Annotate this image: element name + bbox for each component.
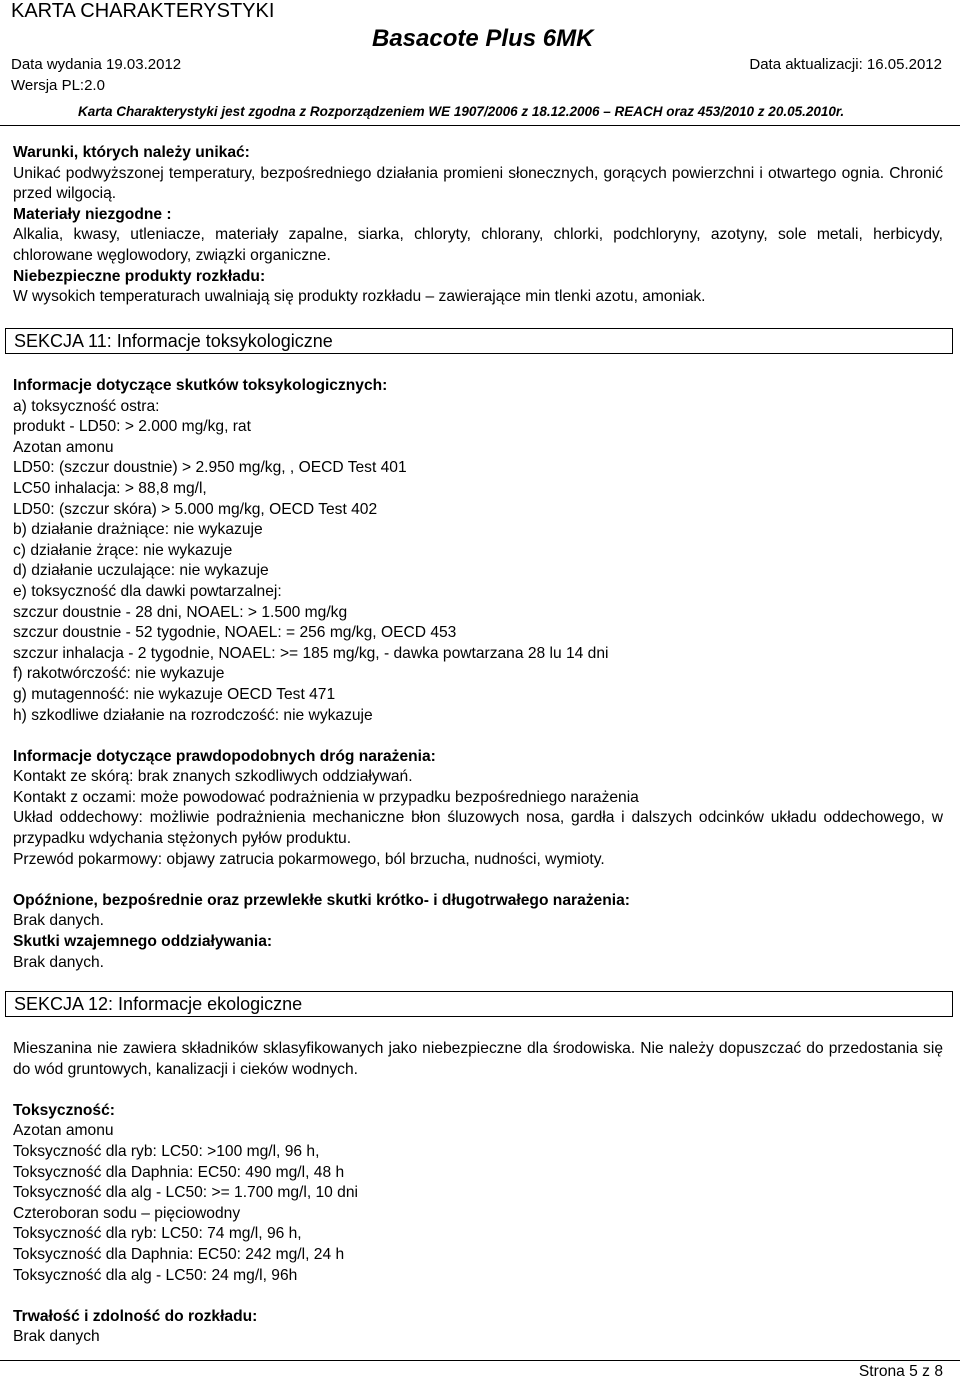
toxicity-heading: Toksyczność: (13, 1101, 115, 1119)
effects-line: d) działanie uczulające: nie wykazuje (13, 562, 269, 580)
regulation-note: Karta Charakterystyki jest zgodna z Rozporządzeniem WE 1907/2006 z 18.12.2006 – REACH oraz 453/2010 z 20.05.2010r. (78, 104, 845, 119)
decomposition-text: W wysokich temperaturach uwalniają się produkty rozkładu – zawierające min tlenki azotu, amoniak. (13, 288, 706, 306)
interaction-heading: Skutki wzajemnego oddziaływania: (13, 933, 273, 951)
conditions-text: Unikać podwyższonej temperatury, bezpośredniego działania promieni słonecznych, gorących powierzchni i otwartego ognia. Chronić przed wilgocią. (13, 164, 943, 203)
section-11-header (5, 328, 953, 354)
ecology-intro: Mieszanina nie zawiera składników sklasyfikowanych jako niebezpieczne dla środowiska. Nie należy dopuszczać do przedostania się do wód gruntowych, kanalizacji i cieków wodnych. (13, 1040, 943, 1078)
routes-heading: Informacje dotyczące prawdopodobnych dróg narażenia: (13, 747, 436, 765)
section-12-header (5, 991, 953, 1017)
effects-line: LC50 inhalacja: > 88,8 mg/l, (13, 479, 207, 497)
issue-date: Data wydania 19.03.2012 (11, 56, 182, 73)
toxicity-line: Toksyczność dla alg - LC50: >= 1.700 mg/l, 10 dni (13, 1184, 358, 1202)
persistence-text: Brak danych (13, 1328, 100, 1346)
effects-line: LD50: (szczur doustnie) > 2.950 mg/kg, , OECD Test 401 (13, 459, 407, 477)
toxicity-line: Toksyczność dla Daphnia: EC50: 242 mg/l, 24 h (13, 1245, 345, 1263)
persistence-heading: Trwałość i zdolność do rozkładu: (13, 1307, 258, 1325)
effects-line: szczur doustnie - 52 tygodnie, NOAEL: = 256 mg/kg, OECD 453 (13, 624, 457, 642)
routes-oral: Przewód pokarmowy: objawy zatrucia pokarmowego, ból brzucha, nudności, wymioty. (13, 850, 605, 868)
effects-line: f) rakotwórczość: nie wykazuje (13, 665, 225, 683)
effects-line: e) toksyczność dla dawki powtarzalnej: (13, 582, 282, 600)
footer-divider (0, 1360, 960, 1361)
routes-skin: Kontakt ze skórą: brak znanych szkodliwych oddziaływań. (13, 768, 413, 786)
update-date: Data aktualizacji: 16.05.2012 (749, 56, 942, 73)
effects-line: LD50: (szczur skóra) > 5.000 mg/kg, OECD Test 402 (13, 500, 378, 518)
effects-line: produkt - LD50: > 2.000 mg/kg, rat (13, 418, 251, 436)
effects-list (13, 397, 943, 727)
routes-eyes: Kontakt z oczami: może powodować podrażnienia w przypadku bezpośredniego narażenia (13, 788, 639, 806)
section-12-title: SEKCJA 12: Informacje ekologiczne (14, 994, 303, 1014)
effects-line: h) szkodliwe działanie na rozrodczość: nie wykazuje (13, 706, 373, 724)
effects-line: b) działanie drażniące: nie wykazuje (13, 521, 263, 539)
effects-heading: Informacje dotyczące skutków toksykologicznych: (13, 377, 388, 394)
delayed-effects-heading: Opóźnione, bezpośrednie oraz przewlekłe skutki krótko- i długotrwałego narażenia: (13, 891, 630, 909)
toxicity-line: Czteroboran sodu – pięciowodny (13, 1204, 241, 1222)
toxicity-list (13, 1121, 943, 1286)
effects-line: Azotan amonu (13, 438, 114, 456)
effects-line: c) działanie żrące: nie wykazuje (13, 541, 233, 559)
ecology-block (13, 1039, 943, 1348)
effects-line: a) toksyczność ostra: (13, 397, 160, 415)
delayed-effects-text: Brak danych. (13, 912, 105, 930)
materials-text: Alkalia, kwasy, utleniacze, materiały zapalne, siarka, chloryty, chlorany, chlorki, podchloryny, azotyny, sole metali, herbicydy, chlorowane węglowodory, związki organiczne. (13, 226, 943, 264)
effects-line: szczur inhalacja - 2 tygodnie, NOAEL: >= 185 mg/kg, - dawka powtarzana 28 lu 14 dni (13, 644, 609, 662)
version: Wersja PL:2.0 (11, 77, 105, 94)
stability-block (13, 143, 943, 308)
effects-line: szczur doustnie - 28 dni, NOAEL: > 1.500 mg/kg (13, 603, 348, 621)
document-type: KARTA CHARAKTERYSTYKI (11, 0, 275, 22)
page-number: Strona 5 z 8 (858, 1363, 943, 1380)
routes-respiratory: Układ oddechowy: możliwie podrażnienia mechaniczne błon śluzowych nosa, gardła i dalszych odcinków układu oddechowego, w przypadku wdychania stężonych pyłów produktu. (13, 809, 943, 848)
decomposition-heading: Niebezpieczne produkty rozkładu: (13, 267, 266, 285)
toxicity-line: Toksyczność dla ryb: LC50: >100 mg/l, 96 h, (13, 1142, 320, 1160)
conditions-heading: Warunki, których należy unikać: (13, 144, 250, 161)
toxicity-line: Toksyczność dla ryb: LC50: 74 mg/l, 96 h, (13, 1225, 302, 1243)
toxicity-line: Toksyczność dla Daphnia: EC50: 490 mg/l, 48 h (13, 1163, 345, 1181)
effects-line: g) mutagenność: nie wykazuje OECD Test 471 (13, 685, 336, 703)
interaction-text: Brak danych. (13, 953, 105, 971)
header-divider (0, 125, 960, 126)
section-11-title: SEKCJA 11: Informacje toksykologiczne (14, 331, 333, 351)
toxicity-line: Azotan amonu (13, 1122, 114, 1140)
toxicity-line: Toksyczność dla alg - LC50: 24 mg/l, 96h (13, 1266, 298, 1284)
materials-heading: Materiały niezgodne : (13, 205, 172, 223)
toxicology-block (13, 376, 943, 973)
product-name: Basacote Plus 6MK (372, 25, 594, 52)
